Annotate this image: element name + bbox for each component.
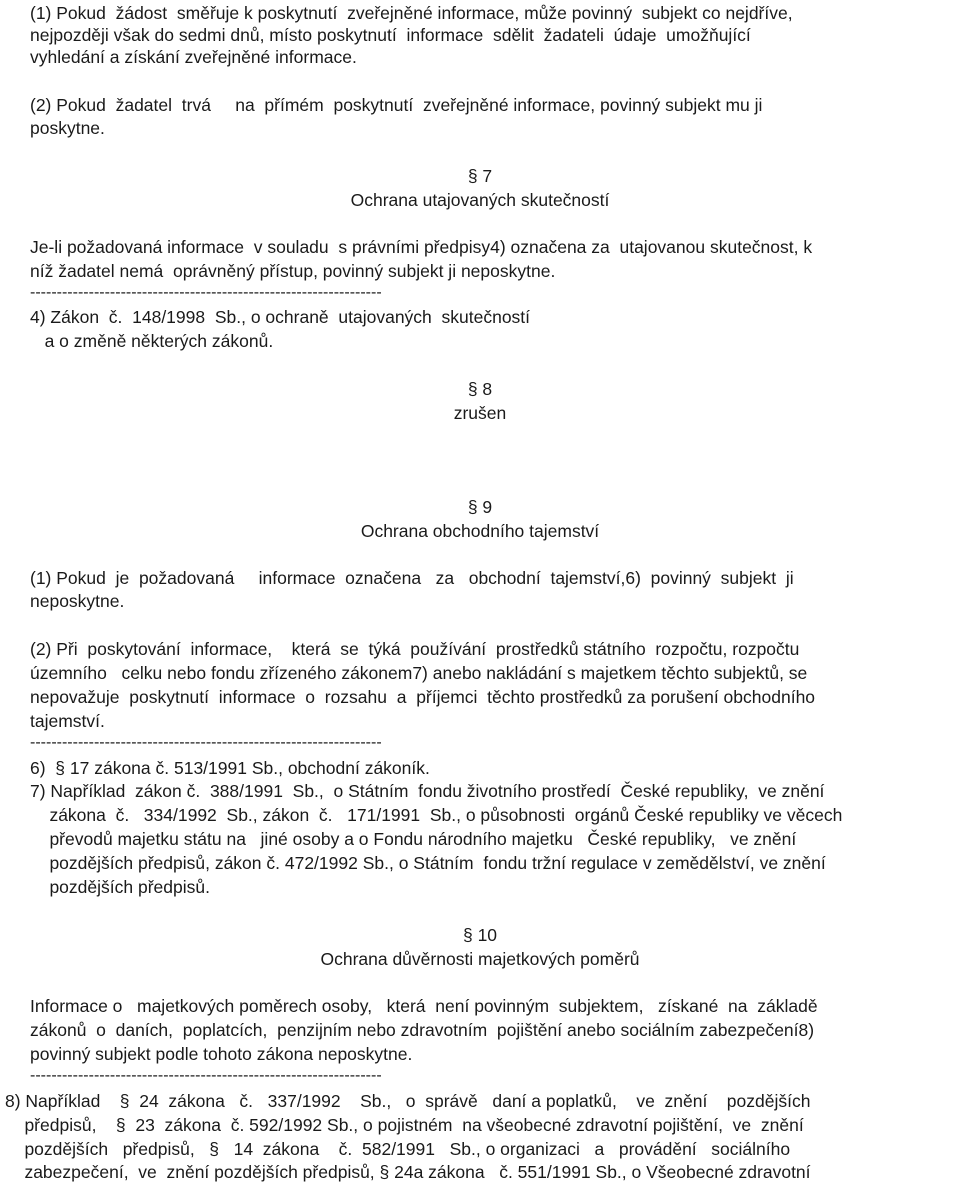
footnote-line: pozdějších předpisů, § 14 zákona č. 582/1991 Sb., o organizaci a provádění sociálního bbox=[5, 1139, 791, 1159]
footnote-line: převodů majetku státu na jiné osoby a o Fondu národního majetku České republiky, ve znění bbox=[30, 829, 797, 849]
text-line: poskytne. bbox=[30, 118, 105, 138]
section-number: § 9 bbox=[467, 497, 493, 517]
text-line: nepovažuje poskytnutí informace o rozsahu a příjemci těchto prostředků za porušení obchodního bbox=[30, 687, 816, 707]
section-number: § 10 bbox=[462, 925, 498, 945]
text-line: územního celku nebo fondu zřízeného zákonem7) anebo nakládání s majetkem těchto subjektů, se bbox=[30, 663, 808, 683]
section-number: § 7 bbox=[467, 166, 493, 186]
footnote-divider: ------------------------------------------------------------------ bbox=[30, 1067, 382, 1084]
text-line: neposkytne. bbox=[30, 591, 125, 611]
text-line: (2) Při poskytování informace, která se týká používání prostředků státního rozpočtu, rozpočtu bbox=[30, 639, 800, 659]
text-line: (1) Pokud je požadovaná informace označena za obchodní tajemství,6) povinný subjekt ji bbox=[30, 568, 794, 588]
footnote-line: 8) Například § 24 zákona č. 337/1992 Sb., o správě daní a poplatků, ve znění pozdějších bbox=[5, 1091, 811, 1111]
section-status: zrušen bbox=[453, 403, 507, 423]
section-title: Ochrana obchodního tajemství bbox=[360, 521, 600, 541]
footnote-divider: ------------------------------------------------------------------ bbox=[30, 284, 382, 301]
section-title: Ochrana důvěrnosti majetkových poměrů bbox=[320, 949, 640, 969]
footnote-line: 7) Například zákon č. 388/1991 Sb., o Státním fondu životního prostředí České republiky, ve znění bbox=[30, 781, 825, 801]
footnote-line: a o změně některých zákonů. bbox=[30, 331, 274, 351]
section-number: § 8 bbox=[467, 379, 493, 399]
text-line: Je-li požadovaná informace v souladu s právními předpisy4) označena za utajovanou skutečnost, k bbox=[30, 237, 813, 257]
footnote-line: 4) Zákon č. 148/1998 Sb., o ochraně utajovaných skutečností bbox=[30, 307, 531, 327]
text-line: tajemství. bbox=[30, 711, 105, 731]
text-line: (1) Pokud žádost směřuje k poskytnutí zveřejněné informace, může povinný subjekt co nejdříve, bbox=[30, 3, 793, 23]
text-line: zákonů o daních, poplatcích, penzijním nebo zdravotním pojištění anebo sociálním zabezpečení8) bbox=[30, 1020, 815, 1040]
section-title: Ochrana utajovaných skutečností bbox=[350, 190, 610, 210]
footnote-line: pozdějších předpisů. bbox=[30, 877, 210, 897]
footnote-line: 6) § 17 zákona č. 513/1991 Sb., obchodní zákoník. bbox=[30, 758, 430, 778]
footnote-line: zákona č. 334/1992 Sb., zákon č. 171/1991 Sb., o působnosti orgánů České republiky ve věcech bbox=[30, 805, 843, 825]
footnote-line: předpisů, § 23 zákona č. 592/1992 Sb., o pojistném na všeobecné zdravotní pojištění, ve znění bbox=[5, 1115, 804, 1135]
footnote-divider: ------------------------------------------------------------------ bbox=[30, 734, 382, 751]
text-line: Informace o majetkových poměrech osoby, která není povinným subjektem, získané na základě bbox=[30, 996, 818, 1016]
text-line: povinný subjekt podle tohoto zákona neposkytne. bbox=[30, 1044, 413, 1064]
text-line: vyhledání a získání zveřejněné informace. bbox=[30, 47, 357, 67]
text-line: níž žadatel nemá oprávněný přístup, povinný subjekt ji neposkytne. bbox=[30, 261, 556, 281]
text-line: (2) Pokud žadatel trvá na přímém poskytnutí zveřejněné informace, povinný subjekt mu ji bbox=[30, 95, 763, 115]
footnote-line: zabezpečení, ve znění pozdějších předpisů, § 24a zákona č. 551/1991 Sb., o Všeobecné zdravotní bbox=[5, 1162, 811, 1182]
footnote-line: pozdějších předpisů, zákon č. 472/1992 Sb., o Státním fondu tržní regulace v zemědělství, ve znění bbox=[30, 853, 826, 873]
text-line: nejpozději však do sedmi dnů, místo poskytnutí informace sdělit žadateli údaje umožňující bbox=[30, 25, 751, 45]
